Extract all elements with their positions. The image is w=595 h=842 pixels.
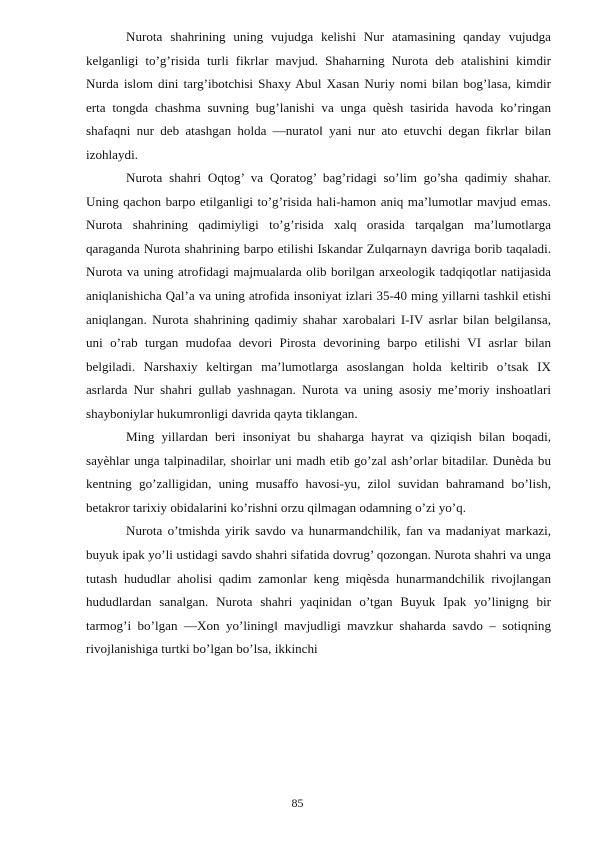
page-number: 85 [291, 796, 304, 810]
body-text [86, 25, 551, 661]
paragraph: Nurota shahrining uning vujudga kelishi Nur atamasining qanday vujudga kelganligi to’g’risida turli fikrlar mavjud. Shaharning Nurota deb atalishini kimdir Nurda islom dini targ’ibotchisi Shaxy Abul Xasan Nuriy nomi bilan bog’lasa, kimdir erta tongda chashma suvning bug’lanishi va unga quѐsh tasirida havoda ko’ringan shafaqni nur deb atashgan holda ―nurato‖ yani nur ato etuvchi degan fikrlar bilan izohlaydi. [86, 29, 551, 162]
paragraph: Nurota o’tmishda yirik savdo va hunarmandchilik, fan va madaniyat markazi, buyuk ipak yo’li ustidagi savdo shahri sifatida dovrug’ qozongan. Nurota shahri va unga tutash hududlar aholisi qadim zamonlar keng miqѐsda hunarmandchilik rivojlangan hududlardan sanalgan. Nurota shahri yaqinidan o’tgan Buyuk Ipak yo’linigng bir tarmog’i bo’lgan ―Xon yo’lining‖ mavjudligi mavzkur shaharda savdo – sotiqning rivojlanishiga turtki bo’lgan bo’lsa, ikkinchi [86, 523, 551, 657]
paragraph: Ming yillardan beri insoniyat bu shaharga hayrat va qiziqish bilan boqadi, sayѐhlar unga talpinadilar, shoirlar uni madh etib go’zal ash’orlar bitadilar. Dunѐda bu kentning go’zalligidan, uning musaffo havosi-yu, zilol suvidan bahramand bo’lish, betakror tarixiy obidalarini ko’rishni orzu qilmagan odamning o’zi yo’q. [86, 429, 551, 515]
paragraph: Nurota shahri Oqtog’ va Qoratog’ bag’ridagi so’lim go’sha qadimiy shahar. Uning qachon barpo etilganligi to’g’risida hali-hamon aniq ma’lumotlar mavjud emas. Nurota shahrining qadimiyligi to’g’risida xalq orasida tarqalgan ma’lumotlarga qaraganda Nurota shahrining barpo etilishi Iskandar Zulqarnayn davriga borib taqaladi. Nurota va uning atrofidagi majmualarda olib borilgan arxeologik tadqiqotlar natijasida aniqlanishicha Qal’a va uning atrofida insoniyat izlari 35-40 ming yillarni tashkil etishi aniqlangan. Nurota shahrining qadimiy shahar xarobalari I-IV asrlar bilan belgilansa, uni o’rab turgan mudofaa devori Pirosta devorining barpo etilishi VI asrlar bilan belgiladi. Narshaxiy keltirgan ma’lumotlarga asoslangan holda keltirib o’tsak IX asrlarda Nur shahri gullab yashnagan. Nurota va uning asosiy me’moriy inshoatlari shayboniylar hukumronligi davrida qayta tiklangan. [86, 170, 551, 421]
